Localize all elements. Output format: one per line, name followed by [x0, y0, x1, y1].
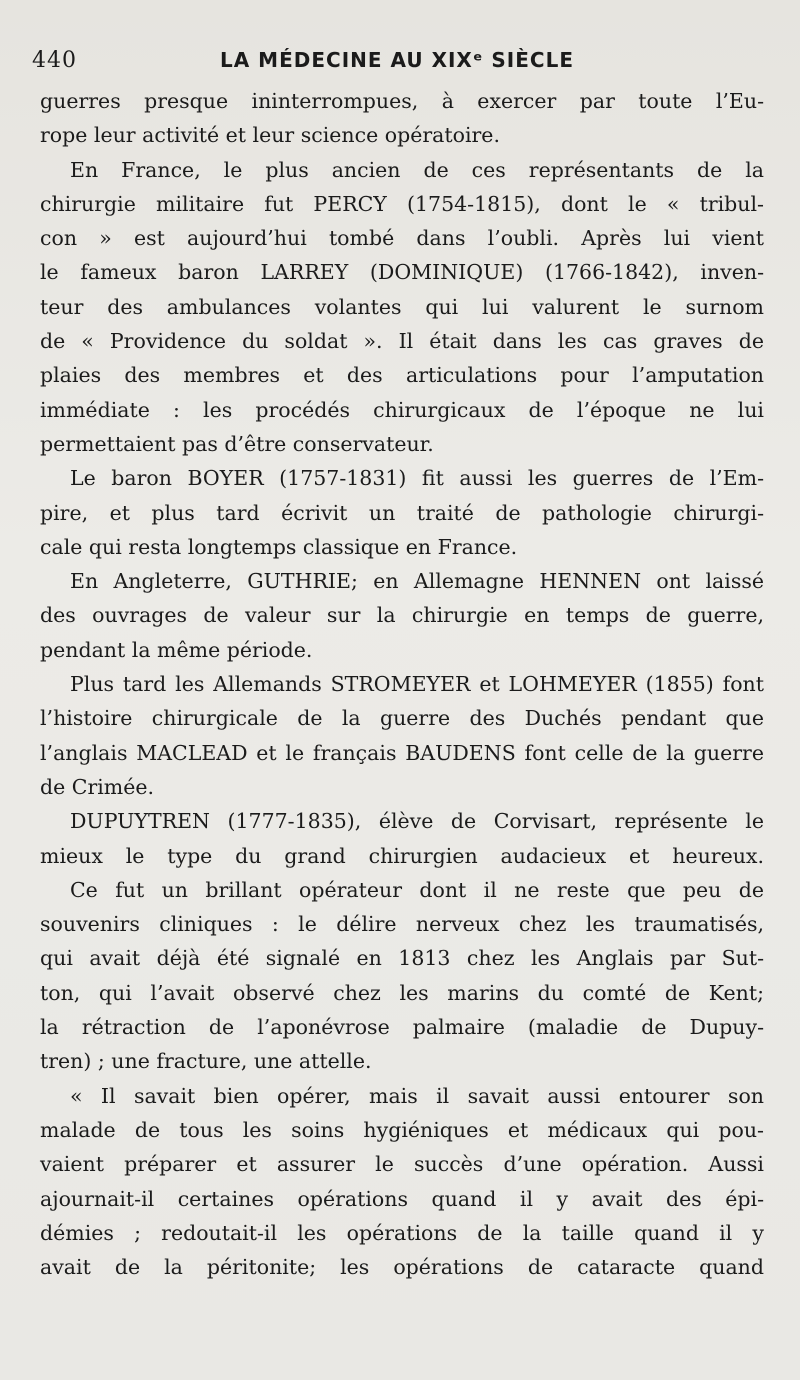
text-line: con » est aujourd’hui tombé dans l’oubli. Après lui vient	[40, 226, 764, 251]
text-line: l’histoire chirurgicale de la guerre des Duchés pendant que	[40, 706, 764, 731]
text-line: démies ; redoutait-il les opérations de la taille quand il y	[40, 1220, 764, 1245]
text-line: mieux le type du grand chirurgien audacieux et heureux.	[40, 843, 764, 868]
text-line: pendant la même période.	[40, 637, 313, 662]
text-line: qui avait déjà été signalé en 1813 chez les Anglais par Sut-	[40, 946, 764, 971]
text-line: ajournait-il certaines opérations quand il y avait des épi-	[40, 1186, 764, 1211]
text-line: Ce fut un brillant opérateur dont il ne reste que peu de	[70, 877, 764, 902]
text-line: ton, qui l’avait observé chez les marins du comté de Kent;	[40, 980, 764, 1005]
text-line: immédiate : les procédés chirurgicaux de l’époque ne lui	[40, 397, 764, 422]
text-line: En France, le plus ancien de ces représentants de la	[70, 157, 764, 182]
text-line: la rétraction de l’aponévrose palmaire (maladie de Dupuy-	[40, 1015, 764, 1040]
text-line: vaient préparer et assurer le succès d’une opération. Aussi	[40, 1152, 764, 1177]
text-line: Plus tard les Allemands STROMEYER et LOHMEYER (1855) font	[70, 672, 764, 697]
text-line: teur des ambulances volantes qui lui valurent le surnom	[40, 294, 764, 319]
running-title: LA MÉDECINE AU XIXᵉ SIÈCLE	[220, 48, 574, 72]
text-line: En Angleterre, GUTHRIE; en Allemagne HENNEN ont laissé	[70, 569, 764, 594]
text-line: souvenirs cliniques : le délire nerveux chez les traumatisés,	[40, 912, 764, 937]
text-line: permettaient pas d’être conservateur.	[40, 431, 434, 456]
page-header	[30, 40, 770, 80]
text-line: pire, et plus tard écrivit un traité de pathologie chirurgi-	[40, 500, 764, 525]
text-line: rope leur activité et leur science opératoire.	[40, 123, 500, 148]
text-line: le fameux baron LARREY (DOMINIQUE) (1766-1842), inven-	[40, 260, 764, 285]
text-line: malade de tous les soins hygiéniques et médicaux qui pou-	[40, 1117, 764, 1142]
text-line: avait de la péritonite; les opérations de cataracte quand	[40, 1255, 764, 1280]
text-line: l’anglais MACLEAD et le français BAUDENS font celle de la guerre	[40, 740, 764, 765]
text-line: guerres presque ininterrompues, à exercer par toute l’Eu-	[40, 89, 764, 113]
text-line: des ouvrages de valeur sur la chirurgie en temps de guerre,	[40, 603, 764, 628]
text-line: DUPUYTREN (1777-1835), élève de Corvisart, représente le	[70, 809, 764, 834]
text-line: tren) ; une fracture, une attelle.	[40, 1049, 372, 1074]
text-line: « Il savait bien opérer, mais il savait aussi entourer son	[70, 1083, 764, 1108]
text-line: cale qui resta longtemps classique en France.	[40, 534, 518, 559]
text-line: plaies des membres et des articulations pour l’amputation	[40, 363, 764, 388]
text-line: Le baron BOYER (1757-1831) fit aussi les guerres de l’Em-	[70, 466, 764, 491]
text-line: de « Providence du soldat ». Il était dans les cas graves de	[40, 329, 764, 354]
body-text	[40, 84, 764, 1284]
text-line: de Crimée.	[40, 774, 155, 799]
page-number: 440	[32, 48, 77, 73]
text-line: chirurgie militaire fut PERCY (1754-1815), dont le « tribul-	[40, 191, 764, 216]
